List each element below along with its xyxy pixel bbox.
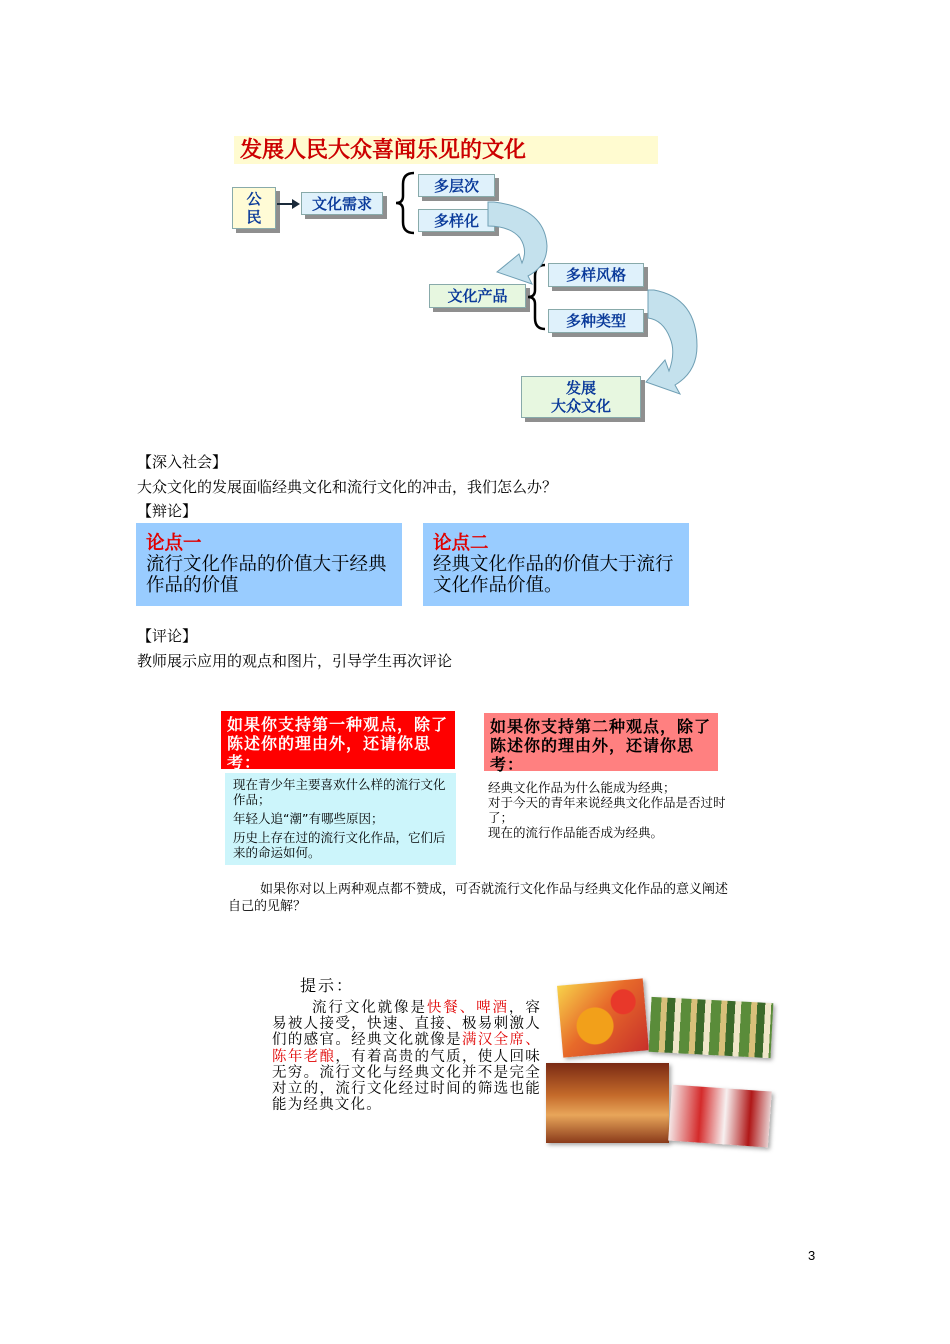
diagram-connectors [0, 0, 950, 450]
hint-part-2: ，容易被人接受，快速、直接、极易刺激人们的感官。经典文化就像是 [272, 1000, 542, 1049]
argument-two-text: 经典文化作品的价值大于流行文化作品价值。 [433, 554, 674, 596]
citizen-label: 公民 [246, 190, 262, 226]
first-question-2: 年轻人追“潮”有哪些原因； [233, 811, 384, 826]
argument-one-box [136, 523, 402, 606]
argument-one-text: 流行文化作品的价值大于经典作品的价值 [146, 554, 387, 596]
hint-text [272, 1000, 541, 1113]
curved-arrow-1 [488, 202, 547, 284]
first-question-3: 历史上存在过的流行文化作品，它们后来的命运如何。 [233, 830, 446, 860]
first-questions-box [225, 773, 456, 865]
arrow-head [292, 199, 300, 209]
beer-bottles-image [649, 997, 774, 1058]
banquet-hall-image [546, 1063, 669, 1143]
section-heading-society: 【深入社会】 [137, 453, 228, 471]
section-heading-comment: 【评论】 [137, 627, 198, 645]
first-question-1: 现在青少年主要喜欢什么样的流行文化作品； [233, 777, 446, 807]
product-label: 文化产品 [447, 287, 508, 305]
section-heading-debate: 【辩论】 [137, 502, 198, 520]
curved-arrow-2 [646, 290, 697, 394]
brace-1 [396, 173, 414, 233]
argument-two-title: 论点二 [433, 533, 489, 554]
section-text-comment: 教师展示应用的观点和图片，引导学生再次评论 [137, 652, 453, 670]
level-label: 多层次 [433, 176, 479, 195]
style-label: 多样风格 [565, 266, 626, 284]
support-second-prompt: 如果你支持第二种观点，除了陈述你的理由外，还请你思考： [484, 713, 718, 771]
type-label: 多种类型 [565, 312, 626, 330]
hint-part-1: 流行文化就像是 [312, 1000, 427, 1016]
develop-label-1: 发展 [565, 379, 596, 397]
second-questions-box [488, 780, 733, 860]
demand-label: 文化需求 [311, 194, 372, 213]
support-first-prompt: 如果你支持第一种观点，除了陈述你的理由外，还请你思考： [221, 711, 455, 769]
hint-part-3: ，有着高贵的气质，使人回味无穷。流行文化与经典文化并不是完全对立的，流行文化经过时间的筛选也能能为经典文化。 [272, 1048, 541, 1114]
closing-question: 如果你对以上两种观点都不赞成，可否就流行文化作品与经典文化作品的意义阐述自己的见解？ [228, 882, 729, 914]
develop-label-2: 大众文化 [550, 397, 611, 415]
second-question-3: 现在的流行作品能否成为经典。 [488, 825, 664, 840]
page-number: 3 [808, 1248, 816, 1263]
hint-highlight-feast: 满汉全席、陈年老酿 [272, 1032, 542, 1065]
argument-two-box [423, 523, 689, 606]
hint-highlight-fastfood: 快餐、啤酒 [426, 1000, 509, 1016]
liquor-image [668, 1085, 772, 1148]
fast-food-image [557, 978, 649, 1057]
diagram-title: 发展人民大众喜闻乐见的文化 [240, 138, 527, 163]
second-question-2: 对于今天的青年来说经典文化作品是否过时了； [488, 795, 726, 825]
second-question-1: 经典文化作品为什么能成为经典； [488, 780, 676, 795]
hint-title: 提示： [300, 976, 355, 995]
section-text-society: 大众文化的发展面临经典文化和流行文化的冲击，我们怎么办？ [137, 478, 558, 496]
argument-one-title: 论点一 [146, 533, 202, 554]
variety-label: 多样化 [433, 211, 479, 230]
